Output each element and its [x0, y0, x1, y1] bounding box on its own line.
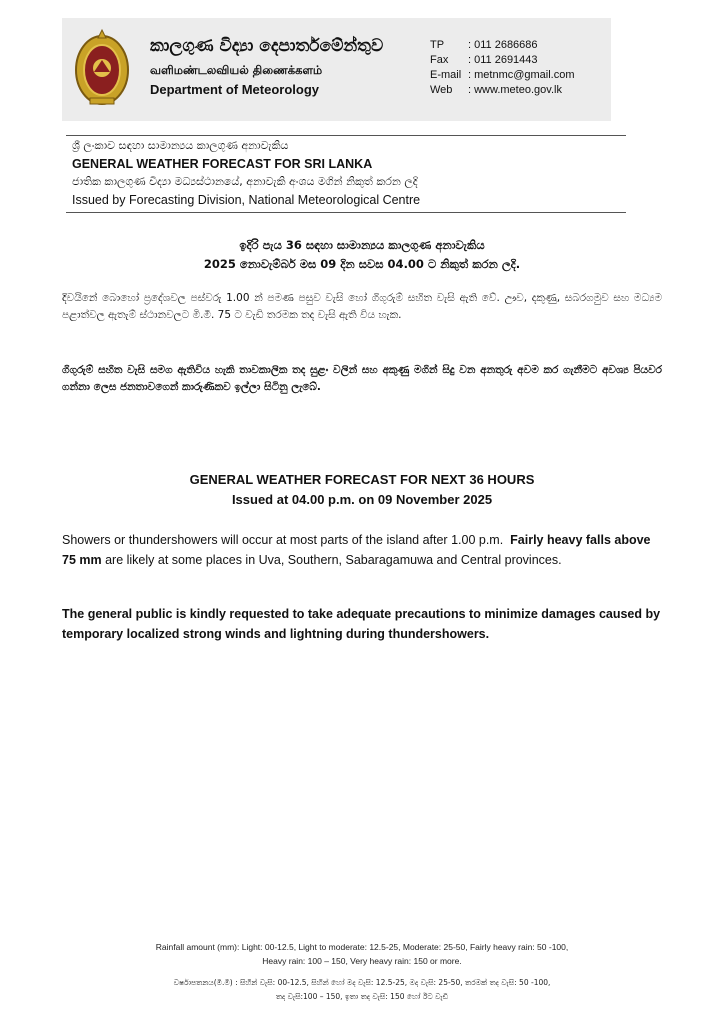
contact-fax	[430, 53, 575, 68]
contact-value: : 011 2691443	[468, 54, 538, 66]
title-english: GENERAL WEATHER FORECAST FOR SRI LANKA	[72, 157, 373, 171]
rainfall-legend-english	[0, 940, 724, 968]
bottom-divider	[66, 212, 626, 213]
contact-label: Fax	[430, 54, 449, 66]
contact-value: : 011 2686686	[468, 39, 538, 51]
sinhala-forecast-heading	[0, 236, 724, 274]
contact-value[interactable]: : metnmc@gmail.com	[468, 69, 575, 81]
contact-label: E-mail	[430, 69, 462, 81]
contact-value[interactable]: : www.meteo.gov.lk	[468, 84, 562, 96]
document-title-block	[72, 137, 420, 209]
top-divider	[66, 135, 626, 136]
issuer-english: Issued by Forecasting Division, National Meteorological Centre	[72, 193, 421, 207]
issued-prefix: Issued at 04.00 p.m. on	[231, 492, 375, 507]
sinhala-heading-text: ඉදිරි පැය 36 සඳහා සාමාන්‍යය කාලගුණ අනාවැකිය	[239, 238, 485, 252]
contact-email	[430, 68, 575, 83]
issued-date: 09 November 2025	[374, 492, 493, 507]
english-heading-text: GENERAL WEATHER FORECAST FOR NEXT 36 HOURS	[189, 472, 535, 487]
contact-info	[430, 38, 575, 98]
department-name-english: Department of Meteorology	[150, 82, 320, 97]
legend-line: Rainfall amount (mm): Light: 00-12.5, Light to moderate: 12.5-25, Moderate: 25-50, Fairly heavy rain: 50 -100,	[155, 942, 569, 952]
sinhala-issued-text: 2025 නොවැම්බර් මස 09 දින සවස 04.00 ට නිකුත් කරන ලදි.	[203, 257, 521, 271]
legend-line: වර්ෂාපතනය(මි.මී) : සිහින් වැසි: 00-12.5, සිහින් හෝ මද වැසි: 12.5-25, මද වැසි: 25-50, තරමක් තද වැසි: 50 -100,	[173, 978, 551, 987]
english-issued-line	[0, 490, 724, 510]
title-sinhala: ශ්‍රී ලංකාව සඳහා සාමාන්‍යය කාලගුණ අනාවැකිය	[72, 139, 289, 152]
letterhead	[62, 18, 611, 121]
legend-line: Heavy rain: 100 – 150, Very heavy rain: 150 or more.	[262, 956, 462, 966]
department-name-sinhala: කාලගුණ විද්‍යා දෙපාර්තමේන්තුව	[150, 36, 384, 56]
english-forecast-paragraph	[62, 530, 662, 570]
rainfall-legend-sinhala	[0, 976, 724, 1004]
english-forecast-heading	[0, 470, 724, 510]
forecast-text: Showers or thundershowers will occur at most parts of the island after 1.00 p.m.	[62, 533, 504, 547]
sinhala-forecast-paragraph: දිවයිනේ බොහෝ ප්‍රදේශවල පස්වරු 1.00 න් පමණ පසුව වැසි හෝ ගිගුරුම් සහිත වැසි ඇති වේ. ඌව, දකුණු, සබරගමුව සහ මධ්‍යම පළාත්වල ඇතැම් ස්ථානවලට මි.මී. 75 ට වැඩි තරමක තද වැසි ඇති විය හැක.	[62, 292, 662, 321]
national-emblem-icon	[72, 26, 132, 110]
forecast-highlight: Fairly heavy falls above 75 mm	[62, 533, 651, 567]
contact-label: Web	[430, 84, 453, 96]
legend-line: තද වැසි:100 – 150, ඉතා තද වැසි: 150 හෝ ඊට වැඩි	[275, 992, 449, 1001]
forecast-text-cont: are likely at some places in Uva, Southern, Sabaragamuwa and Central provinces.	[105, 553, 562, 567]
sinhala-warning-paragraph: ගිගුරුම් සහිත වැසි සමග ඇතිවිය හැකි තාවකාලික තද සුළං වලින් සහ අකුණු මගින් සිදු වන අනතුරු අවම කර ගැනීමට අවශ්‍ය පියවර ගන්නා ලෙස ජනතාවගෙන් කාරුණිකව ඉල්ලා සිටිනු ලැබේ.	[62, 364, 662, 393]
english-warning-paragraph: The general public is kindly requested to take adequate precautions to minimize damages caused by temporary localized strong winds and lightning during thundershowers.	[62, 607, 661, 641]
department-name-tamil: வளிமண்டலவியல் திணைக்களம்	[150, 63, 323, 77]
contact-phone	[430, 38, 575, 53]
issuer-sinhala: ජාතික කාලගුණ විද්‍යා මධ්‍යස්ථානයේ, අනාවැකි අංශය මගින් නිකුත් කරන ලදි	[72, 175, 418, 188]
contact-label: TP	[430, 39, 445, 51]
contact-web	[430, 83, 575, 98]
